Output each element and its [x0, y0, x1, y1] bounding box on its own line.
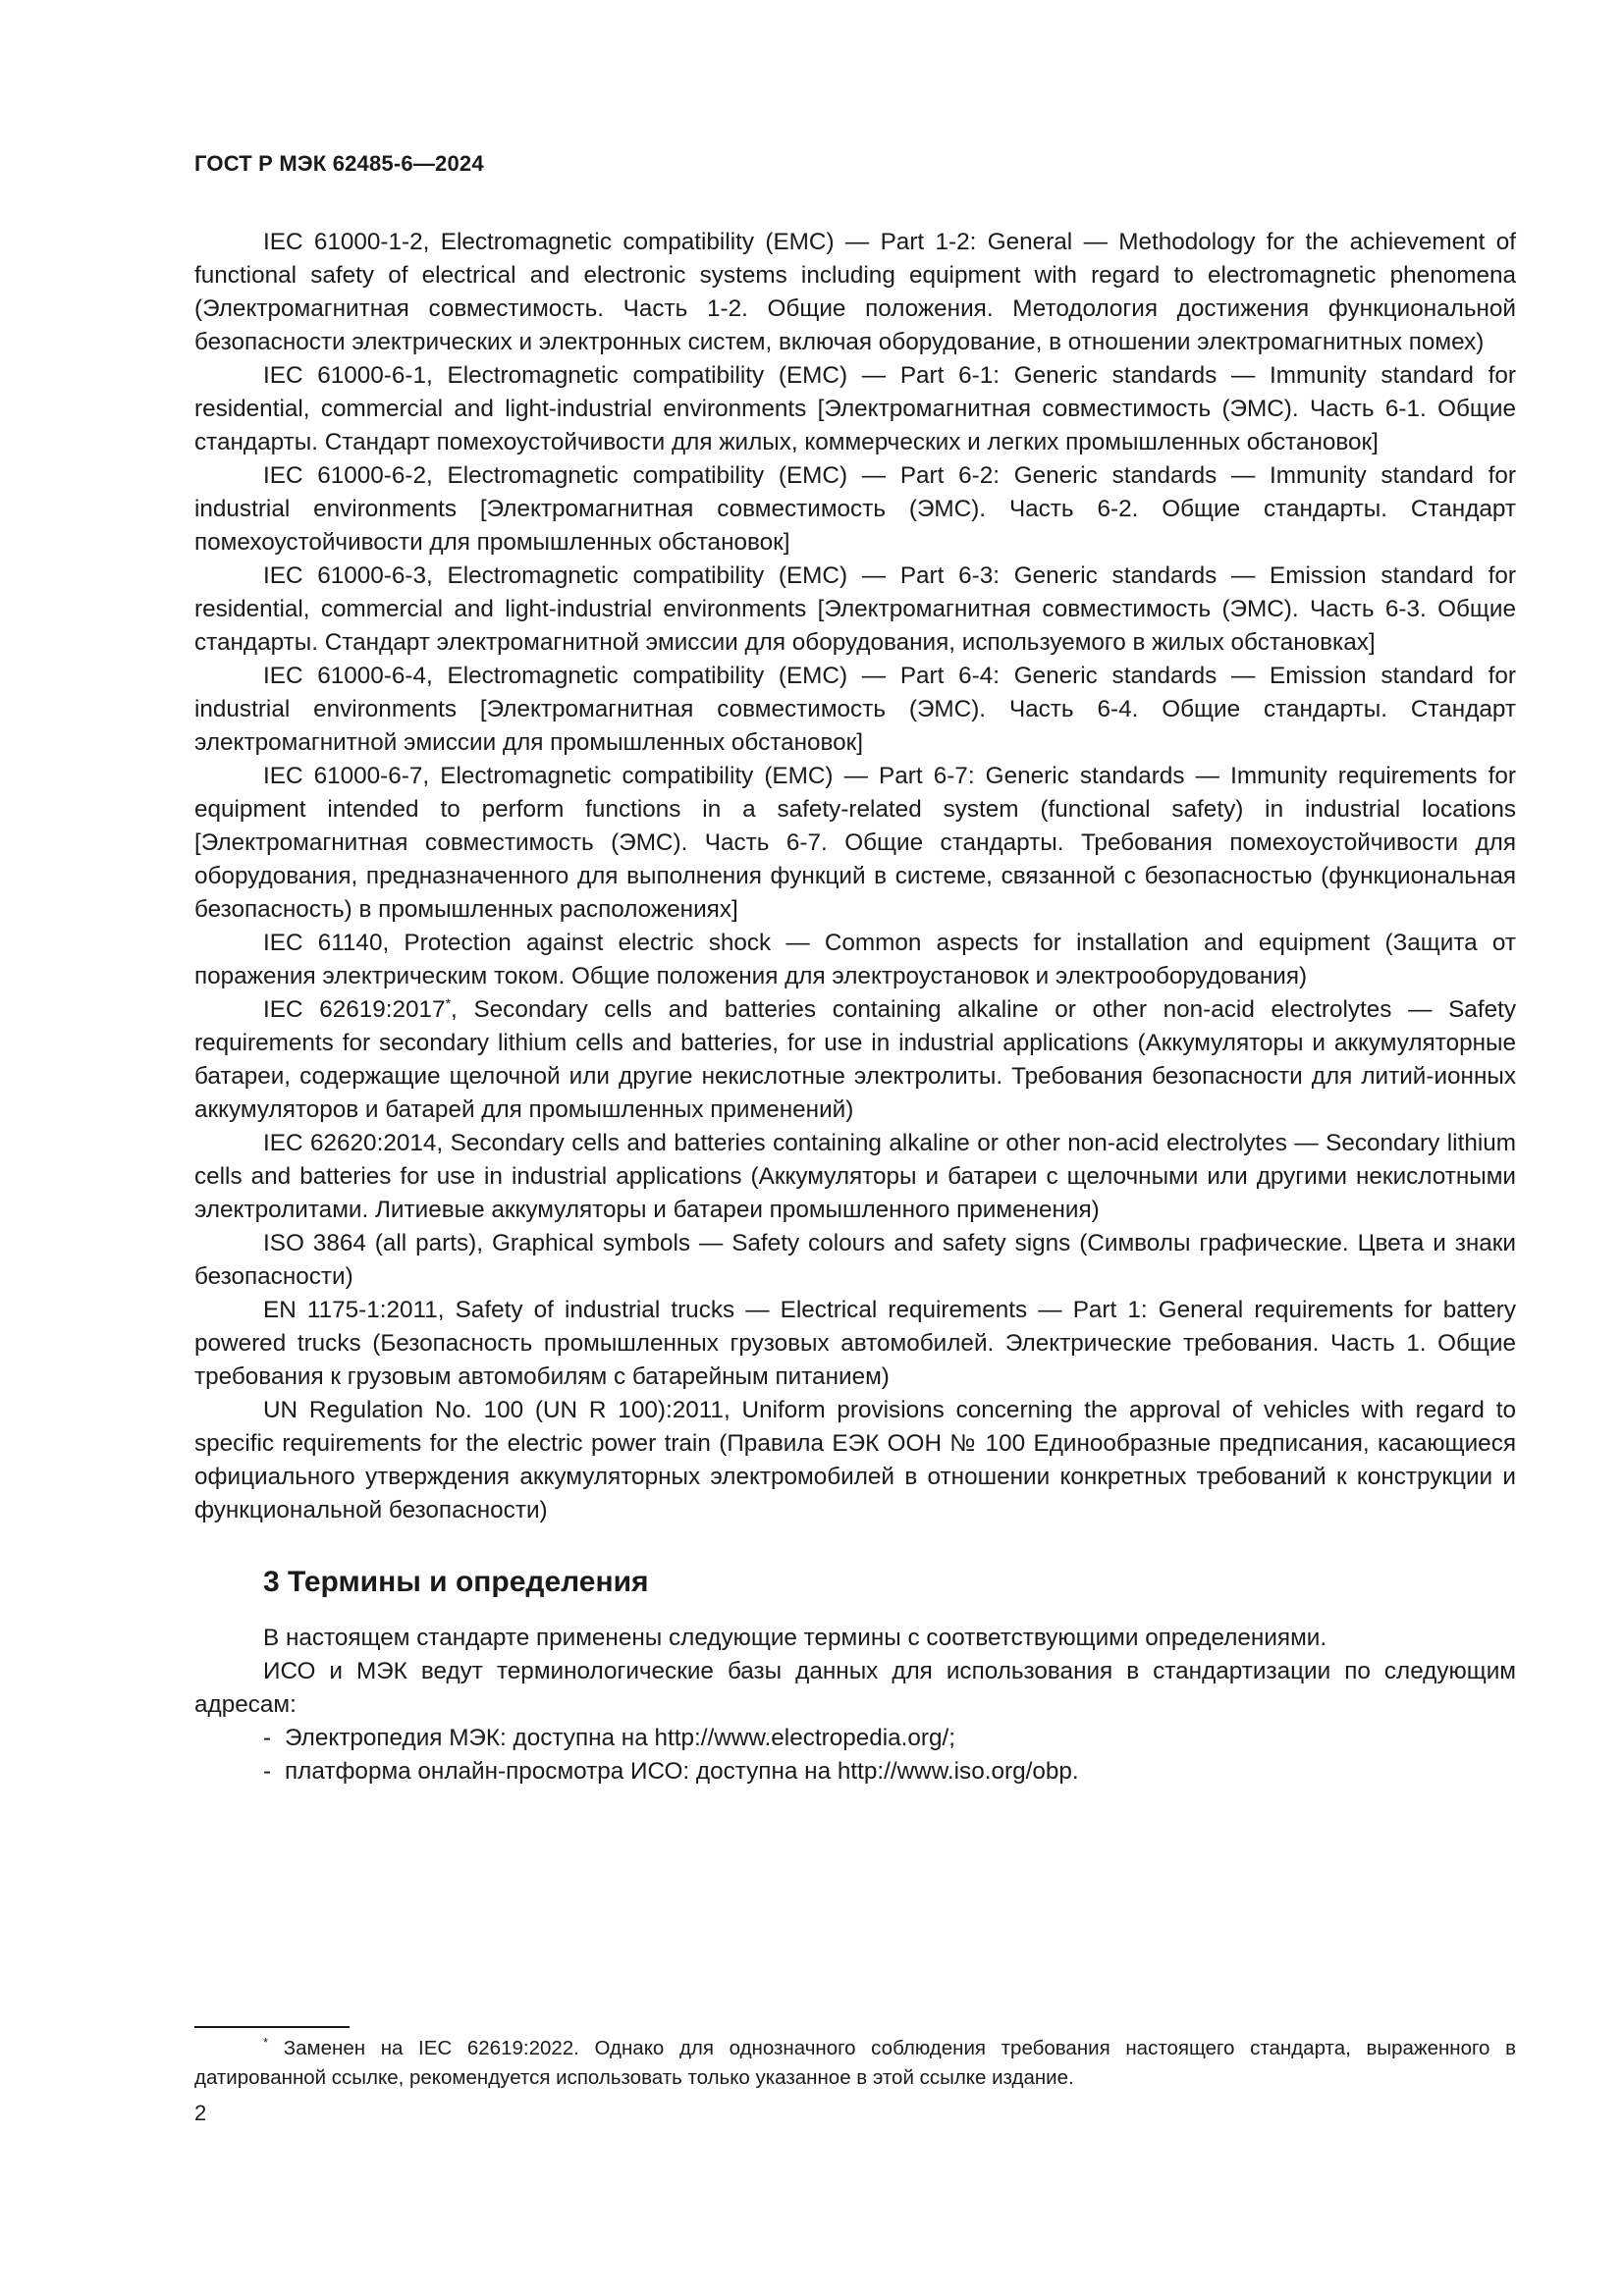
document-header-code: ГОСТ Р МЭК 62485-6—2024 [194, 151, 484, 176]
reference-code: IEC 62619:2017 [263, 996, 446, 1023]
reference-entry: IEC 61000-6-7, Electromagnetic compatibility (EMC) — Part 6-7: Generic standards — Immunity requirements for equipment intended to perform functions in a safety-related system (functional safety) in industrial locations [Электромагнитная совместимость (ЭМС). Часть 6-7. Общие стандарты. Требования помехоустойчивости для оборудования, предназначенного для выполнения функций в системе, связанной с безопасностью (функциональная безопасность) в промышленных расположениях] [194, 763, 1516, 923]
reference-entry: UN Regulation No. 100 (UN R 100):2011, Uniform provisions concerning the approval of vehicles with regard to specific requirements for the electric power train (Правила ЕЭК ООН № 100 Единообразные предписания, касающиеся официального утверждения аккумуляторных электромобилей в отношении конкретных требований к конструкции и функциональной безопасности) [194, 1397, 1516, 1523]
list-dash: - [263, 1725, 272, 1751]
reference-entry: IEC 62620:2014, Secondary cells and batteries containing alkaline or other non-acid electrolytes — Secondary lithium cells and batteries for use in industrial applications (Аккумуляторы и батареи с щелочными или другими некислотными электролитами. Литиевые аккумуляторы и батареи промышленного применения) [194, 1130, 1516, 1223]
reference-entry: ISO 3864 (all parts), Graphical symbols — Safety colours and safety signs (Символы графические. Цвета и знаки безопасности) [194, 1230, 1516, 1290]
footnote-text: Заменен на IEC 62619:2022. Однако для однозначного соблюдения требования настоящего стандарта, выраженного в датированной ссылке, рекомендуется использовать только указанное в этой ссылке издание. [194, 2037, 1516, 2089]
list-item [194, 1755, 1516, 1789]
footnote [194, 2034, 1516, 2093]
reference-entry: IEC 61140, Protection against electric shock — Common aspects for installation and equipment (Защита от поражения электрическим током. Общие положения для электроустановок и электрооборудования) [194, 930, 1516, 989]
reference-entry: IEC 61000-1-2, Electromagnetic compatibility (EMC) — Part 1-2: General — Methodology for the achievement of functional safety of electrical and electronic systems including equipment with regard to electromagnetic phenomena (Электромагнитная совместимость. Часть 1-2. Общие положения. Методология достижения функциональной безопасности электрических и электронных систем, включая оборудование, в отношении электромагнитных помех) [194, 229, 1516, 355]
page-content [194, 226, 1516, 1789]
reference-entry: IEC 61000-6-3, Electromagnetic compatibility (EMC) — Part 6-3: Generic standards — Emission standard for residential, commercial and light-industrial environments [Электромагнитная совместимость (ЭМС). Часть 6-3. Общие стандарты. Стандарт электромагнитной эмиссии для оборудования, используемого в жилых обстановках] [194, 562, 1516, 656]
terminology-database-list [194, 1722, 1516, 1789]
reference-entry-with-footnote [194, 993, 1516, 1127]
page-number: 2 [194, 2101, 207, 2125]
footnote-mark: * [445, 994, 452, 1011]
section-intro-paragraph: ИСО и МЭК ведут терминологические базы данных для использования в стандартизации по следующим адресам: [194, 1658, 1516, 1718]
footnote-divider [194, 2026, 350, 2028]
reference-entry: IEC 61000-6-2, Electromagnetic compatibility (EMC) — Part 6-2: Generic standards — Immunity standard for industrial environments [Электромагнитная совместимость (ЭМС). Часть 6-2. Общие стандарты. Стандарт помехоустойчивости для промышленных обстановок] [194, 462, 1516, 556]
list-dash: - [263, 1758, 272, 1785]
list-item-text: платформа онлайн-просмотра ИСО: доступна на http://www.iso.org/obp. [285, 1758, 1079, 1785]
reference-entry: IEC 61000-6-4, Electromagnetic compatibility (EMC) — Part 6-4: Generic standards — Emission standard for industrial environments [Электромагнитная совместимость (ЭМС). Часть 6-4. Общие стандарты. Стандарт электромагнитной эмиссии для промышленных обстановок] [194, 663, 1516, 756]
list-item [194, 1722, 1516, 1755]
section-intro-paragraph: В настоящем стандарте применены следующие термины с соответствующими определениями. [263, 1625, 1327, 1651]
footnote-mark: * [263, 2035, 269, 2051]
list-item-text: Электропедия МЭК: доступна на http://www.electropedia.org/; [285, 1725, 956, 1751]
reference-text: , Secondary cells and batteries containing alkaline or other non-acid electrolytes — Safety requirements for secondary lithium cells and batteries, for use in industrial applications (Аккумуляторы и аккумуляторные батареи, содержащие щелочной или другие некислотные электролиты. Требования безопасности для литий-ионных аккумуляторов и батарей для промышленных применений) [194, 996, 1516, 1123]
section-heading: 3 Термины и определения [263, 1566, 649, 1598]
reference-entry: EN 1175-1:2011, Safety of industrial trucks — Electrical requirements — Part 1: General requirements for battery powered trucks (Безопасность промышленных грузовых автомобилей. Электрические требования. Часть 1. Общие требования к грузовым автомобилям с батарейным питанием) [194, 1297, 1516, 1390]
reference-entry: IEC 61000-6-1, Electromagnetic compatibility (EMC) — Part 6-1: Generic standards — Immunity standard for residential, commercial and light-industrial environments [Электромагнитная совместимость (ЭМС). Часть 6-1. Общие стандарты. Стандарт помехоустойчивости для жилых, коммерческих и легких промышленных обстановок] [194, 362, 1516, 455]
